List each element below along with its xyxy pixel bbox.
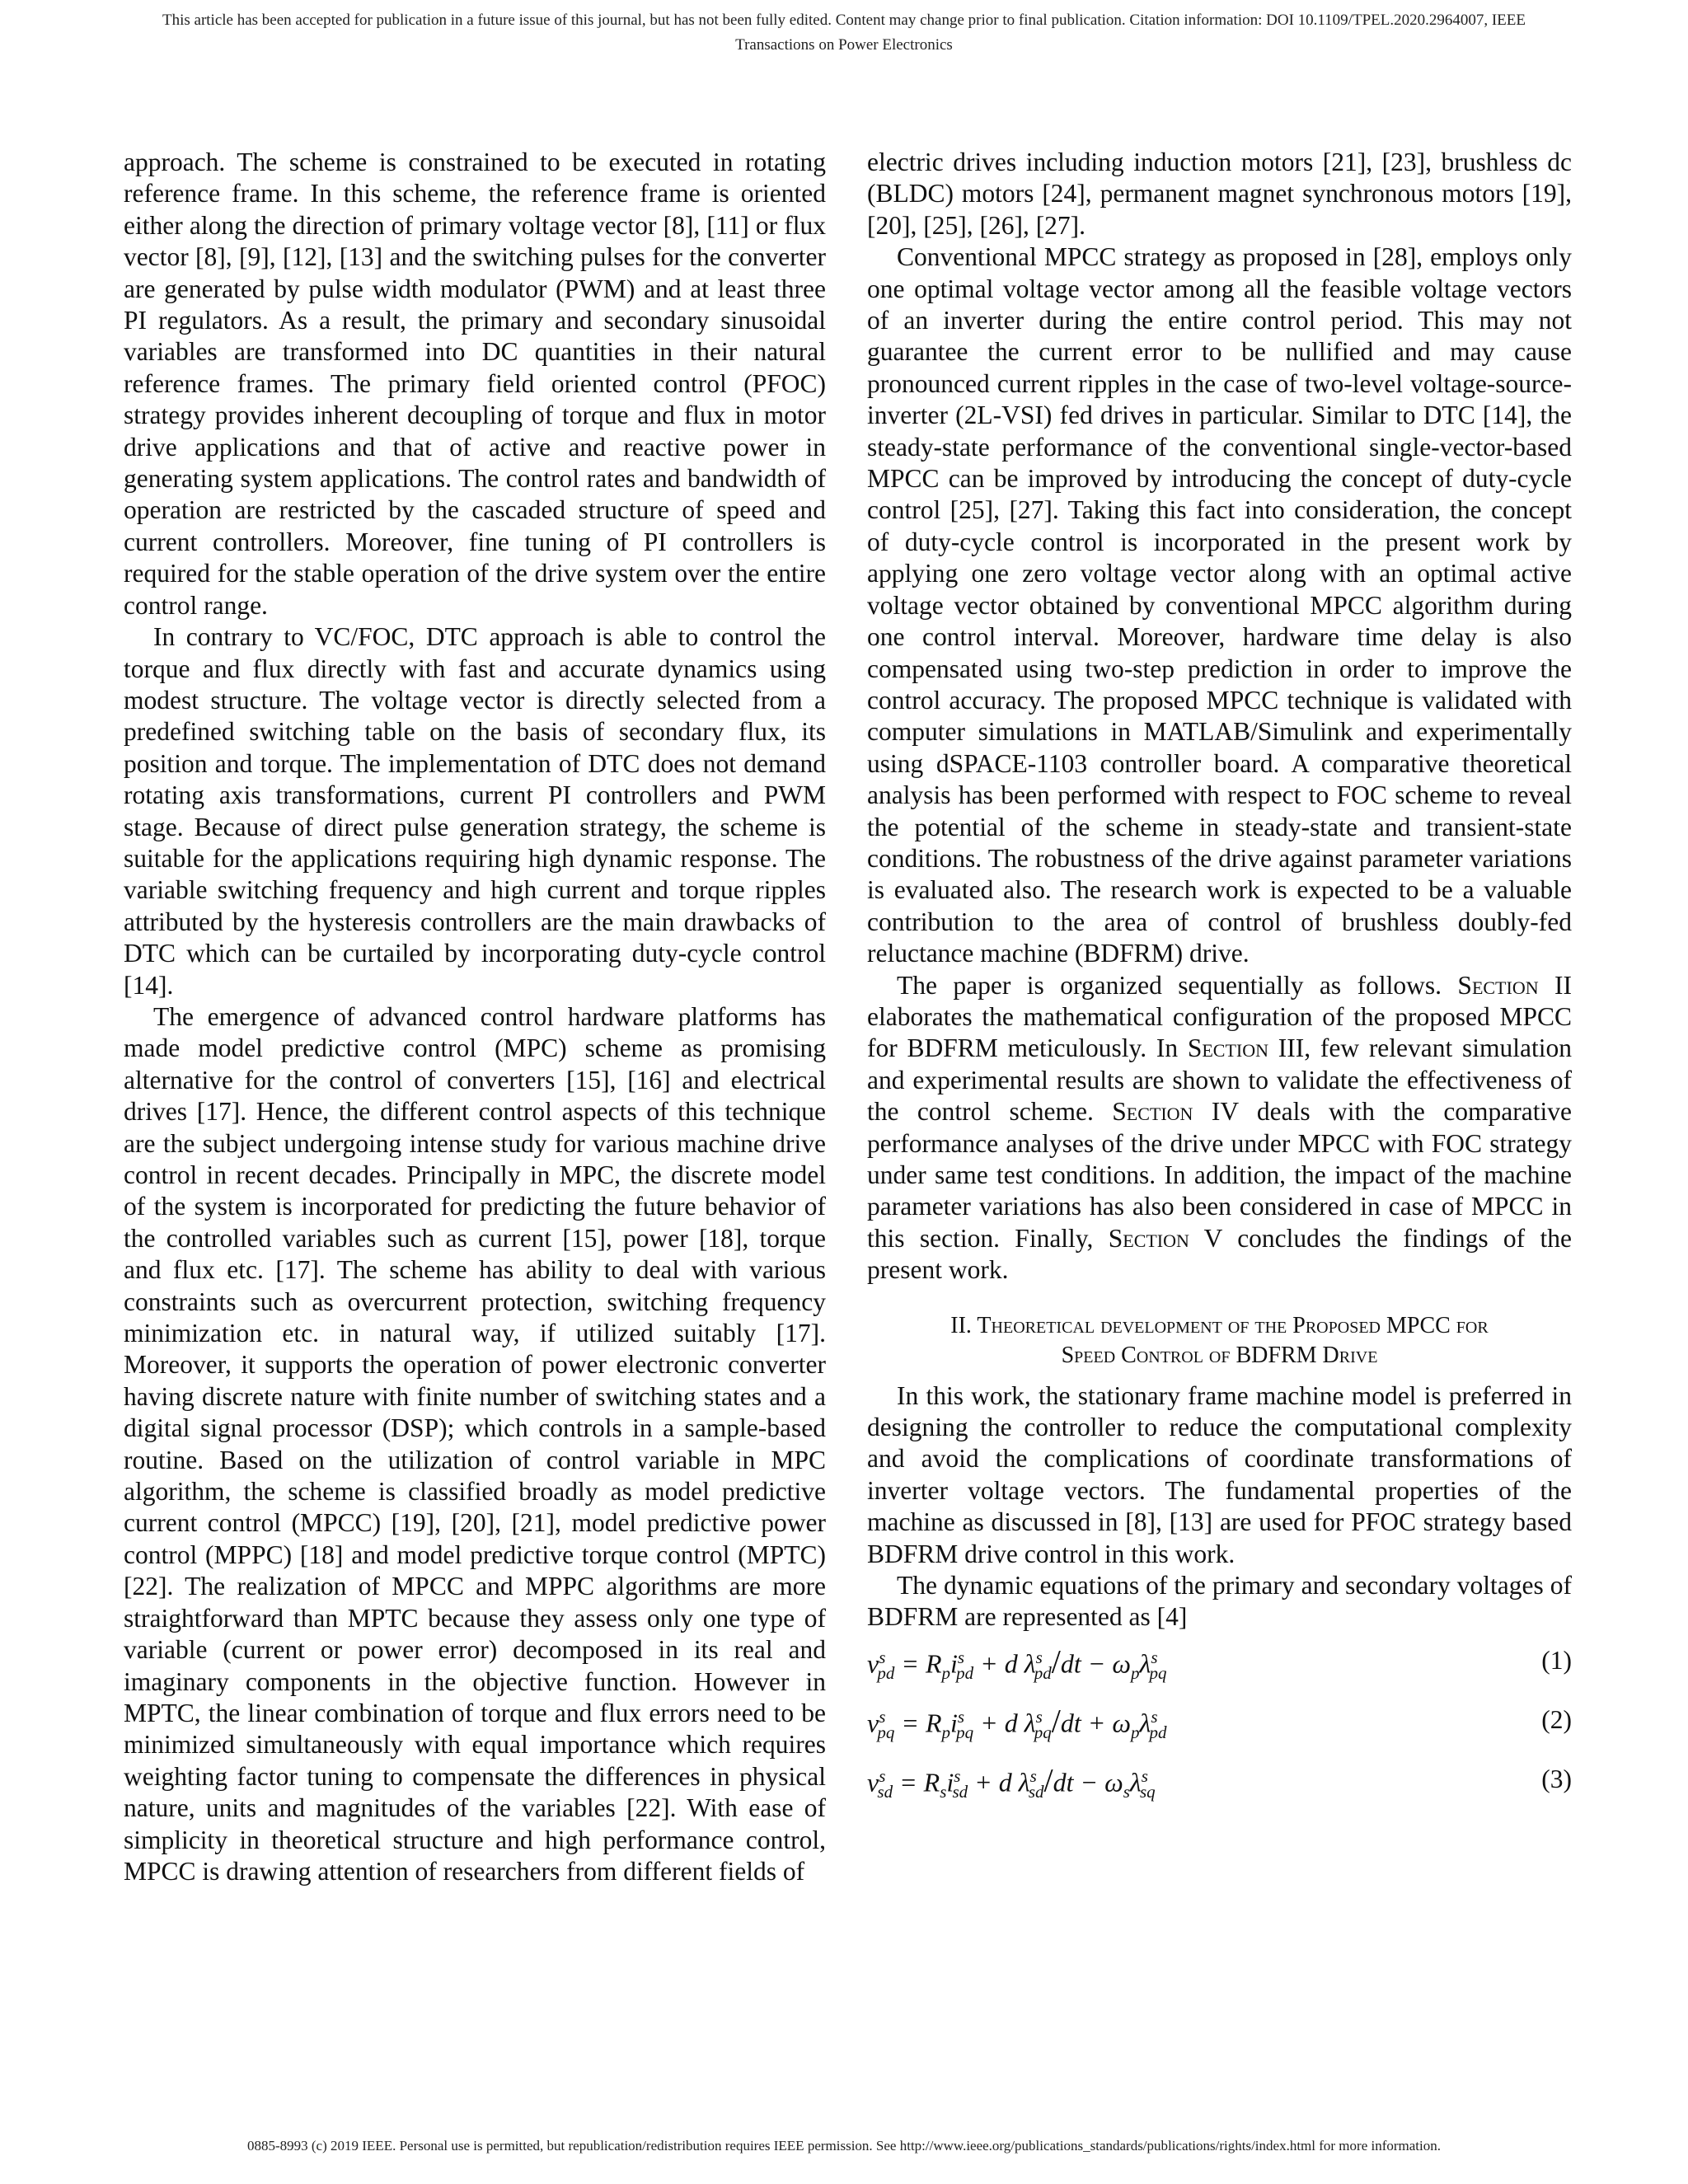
right-paragraph-4: In this work, the stationary frame machine model is preferred in designing the controller to reduce the computational complexity and avoid the complications of coordinate transformations of inverter voltage vectors. The fundamental properties of the machine as discussed in [8], [13] are used for PFOC strategy based BDFRM drive control in this work. bbox=[867, 1380, 1572, 1568]
paragraph-text: IV deals with the comparative performance analyses of the drive under MPCC with FOC strategy under same test conditions. In addition, the impact of the machine parameter variations has also been considered in case of MPCC in this section. Finally, bbox=[867, 1097, 1572, 1253]
equation-3-number: (3) bbox=[1541, 1764, 1572, 1793]
right-paragraph-2: Conventional MPCC strategy as proposed in [28], employs only one optimal voltage vector among all the feasible voltage vectors of an inverter during the entire control period. This may not guarantee the current error to be nullified and may cause pronounced current ripples in the case of two-level voltage-source-inverter (2L-VSI) fed drives in particular. Similar to DTC [14], the steady-state performance of the conventional single-vector-based MPCC can be improved by introducing the concept of duty-cycle control [25], [27]. Taking this fact into consideration, the concept of duty-cycle control is incorporated in the present work by applying one zero voltage vector along with an optimal active voltage vector obtained by conventional MPCC algorithm during one control interval. Moreover, hardware time delay is also compensated using two-step prediction in order to improve the control accuracy. The proposed MPCC technique is validated with computer simulations in MATLAB/Simulink and experimentally using dSPACE-1103 controller board. A comparative theoretical analysis has been performed with respect to FOC scheme to reveal the potential of the scheme in steady-state and transient-state conditions. The robustness of the drive against parameter variations is evaluated also. The research work is expected to be a valuable contribution to the area of control of brushless doubly-fed reluctance machine (BDFRM) drive. bbox=[867, 242, 1572, 968]
section-heading-line-2: Speed Control of BDFRM Drive bbox=[1061, 1342, 1378, 1368]
paragraph-text: II elaborates the mathematical configuration of the proposed MPCC for BDFRM meticulously. In bbox=[867, 970, 1573, 1063]
equation-1-number: (1) bbox=[1541, 1645, 1572, 1675]
journal-header bbox=[0, 8, 1688, 58]
section-ref-3: Section bbox=[1187, 1033, 1268, 1063]
left-paragraph-2: In contrary to VC/FOC, DTC approach is able to control the torque and flux directly with fast and accurate dynamics using modest structure. The voltage vector is directly selected from a predefined switching table on the basis of secondary flux, its position and torque. The implementation of DTC does not demand rotating axis transformations, current PI controllers and PWM stage. Because of direct pulse generation strategy, the scheme is suitable for the applications requiring high dynamic response. The variable switching frequency and high current and torque ripples attributed by the hysteresis controllers are the main drawbacks of DTC which can be curtailed by incorporating duty-cycle control [14]. bbox=[124, 622, 826, 1000]
header-line-2: Transactions on Power Electronics bbox=[735, 36, 953, 54]
equation-2-number: (2) bbox=[1541, 1704, 1572, 1734]
equation-2-expression: $v^s_{pq} = R_pi^s_{pq} + d$ $\lambda^s_{pq}/dt + \omega_p\lambda^s_{pd}$ bbox=[867, 1702, 1167, 1742]
section-ref-4: Section bbox=[1112, 1097, 1193, 1127]
section-ref-5: Section bbox=[1108, 1223, 1189, 1253]
equation-1-expression: $v^s_{pd} = R_pi^s_{pd} + d$ $\lambda^s_{pd}/dt - \omega_p\lambda^s_{pq}$ bbox=[867, 1643, 1167, 1683]
section-heading-line-1: II. Theoretical development of the Proposed MPCC for bbox=[950, 1312, 1489, 1338]
right-column bbox=[867, 147, 1572, 1811]
right-paragraph-5: The dynamic equations of the primary and secondary voltages of BDFRM are represented as [4] bbox=[867, 1571, 1572, 1632]
copyright-footer: 0885-8993 (c) 2019 IEEE. Personal use is permitted, but republication/redistribution requires IEEE permission. See http://www.ieee.org/publications_standards/publications/rights/index.html for more information. bbox=[246, 2138, 1441, 2154]
left-paragraph-3: The emergence of advanced control hardware platforms has made model predictive control (MPC) scheme as promising alternative for the control of converters [15], [16] and electrical drives [17]. Hence, the different control aspects of this technique are the subject undergoing intense study for various machine drive control in recent decades. Principally in MPC, the discrete model of the system is incorporated for predicting the future behavior of the controlled variables such as current [15], power [18], torque and flux etc. [17]. The scheme has ability to deal with various constraints such as overcurrent protection, switching frequency minimization etc. in natural way, if utilized suitably [17]. Moreover, it supports the operation of power electronic converter having discrete nature with finite number of switching states and a digital signal processor (DSP); which controls in a sample-based routine. Based on the utilization of control variable in MPC algorithm, the scheme is classified broadly as model predictive current control (MPCC) [19], [20], [21], model predictive power control (MPPC) [18] and model predictive torque control (MPTC) [22]. The realization of MPCC and MPPC algorithms are more straightforward than MPTC because they assess only one type of variable (current or power error) decomposed in its real and imaginary components in the objective function. However in MPTC, the linear combination of torque and flux errors need to be minimized simultaneously with equal importance which requires weighting factor tuning to compensate the differences in physical nature, units and magnitudes of the variables [22]. With ease of simplicity in theoretical structure and high performance control, MPCC is drawing attention of researchers from different fields of bbox=[124, 1001, 826, 1886]
equation-3-expression: $v^s_{sd} = R_si^s_{sd} + d$ $\lambda^s_{sd}/dt - \omega_s\lambda^s_{sq}$ bbox=[867, 1761, 1156, 1802]
section-heading bbox=[867, 1311, 1572, 1371]
equation-3 bbox=[867, 1755, 1572, 1811]
equation-2 bbox=[867, 1696, 1572, 1752]
header-line-1: This article has been accepted for publication in a future issue of this journal, but has not been fully edited. Content may change prior to final publication. Citation information: DOI 10.1109/TPEL.2020.2964007, IEEE bbox=[162, 12, 1526, 29]
right-paragraph-3 bbox=[867, 970, 1572, 1286]
section-ref-2: Section bbox=[1457, 970, 1539, 1000]
paragraph-text: V concludes the findings of the present work. bbox=[867, 1223, 1572, 1285]
equation-1 bbox=[867, 1637, 1572, 1693]
left-paragraph-1: approach. The scheme is constrained to be executed in rotating reference frame. In this scheme, the reference frame is oriented either along the direction of primary voltage vector [8], [11] or flux vector [8], [9], [12], [13] and the switching pulses for the converter are generated by pulse width modulator (PWM) and at least three PI regulators. As a result, the primary and secondary sinusoidal variables are transformed into DC quantities in their natural reference frames. The primary field oriented control (PFOC) strategy provides inherent decoupling of torque and flux in motor drive applications and that of active and reactive power in generating system applications. The control rates and bandwidth of operation are restricted by the cascaded structure of speed and current controllers. Moreover, fine tuning of PI controllers is required for the stable operation of the drive system over the entire control range. bbox=[124, 148, 826, 620]
paragraph-text: III, few relevant simulation and experimental results are shown to validate the effectiveness of the control scheme. bbox=[867, 1033, 1572, 1127]
left-column bbox=[124, 147, 826, 1887]
right-paragraph-1: electric drives including induction motors [21], [23], brushless dc (BLDC) motors [24], permanent magnet synchronous motors [19], [20], [25], [26], [27]. bbox=[867, 148, 1572, 240]
paragraph-text: The paper is organized sequentially as follows. bbox=[897, 970, 1458, 1000]
